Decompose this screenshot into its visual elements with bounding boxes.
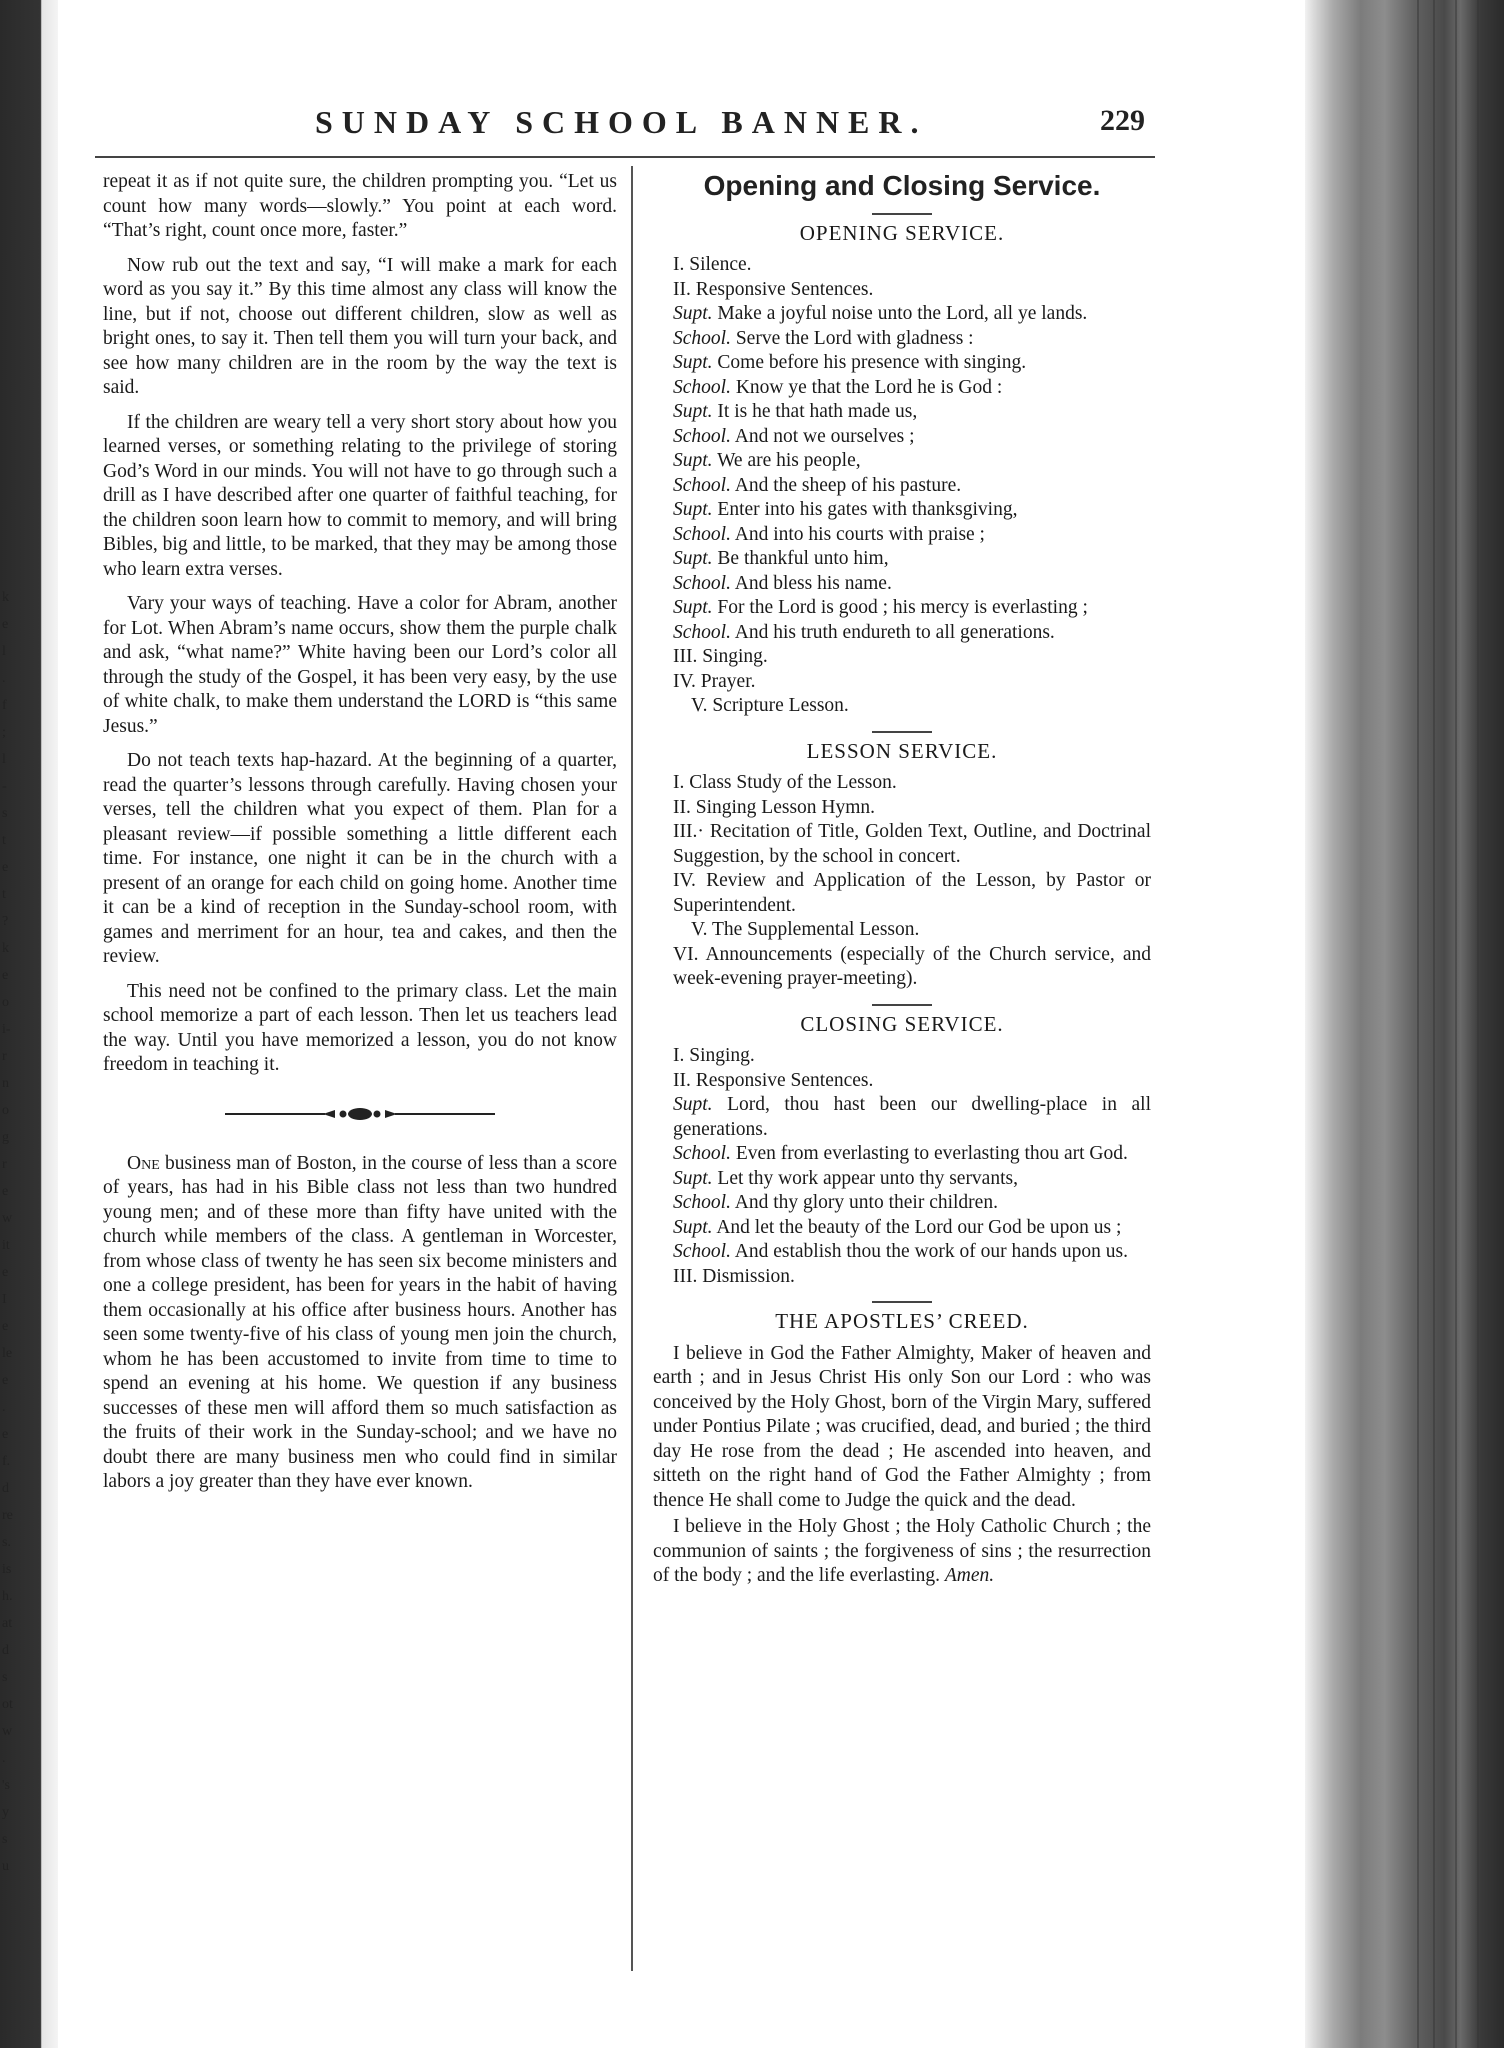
short-rule [872,1301,932,1303]
responsive-line [653,621,1151,646]
response-text: Be thankful unto him, [712,548,889,569]
fringe-glyph: e [2,617,9,632]
fringe-glyph: e [2,860,9,875]
responsive-line [653,1142,1151,1167]
section-heading: Opening and Closing Service. [703,170,1101,201]
speaker: School. [673,376,731,398]
list-item: II. Singing Lesson Hymn. [673,796,876,818]
paragraph: Now rub out the text and say, “I will make a mark for each word as you say it.” By this time almost any class will know the line, but if not, choose out different children, slow as well as bright ones, to say it. Then tell them you will turn your back, and see how many children are in the room by the way the text is said. [103,254,617,398]
list-item: IV. Prayer. [673,670,756,692]
fringe-glyph: d [2,1643,9,1658]
list-item: I. Singing. [673,1045,755,1066]
speaker: Supt. [673,450,713,471]
paragraph: If the children are weary tell a very short story about how you learned verses, or something relating to the privilege of storing God’s Word in our minds. You will not have to go through such a drill as I have described after one quarter of faithful teaching, for the children soon learn how to commit to memory, and will bring Bibles, big and little, to be marked, that they may be among those who learn extra verses. [103,411,617,580]
speaker: Supt. [673,597,713,618]
fringe-glyph: e [2,1184,9,1199]
speaker: School. [673,621,731,643]
fringe-glyph: l [2,752,6,767]
fringe-glyph: e [2,1265,9,1280]
fringe-glyph: - [2,779,7,794]
creed-paragraph [653,1515,1151,1589]
response-text: Make a joyful noise unto the Lord, all ye lands. [712,303,1088,324]
fringe-glyph: f. [2,1454,11,1469]
creed-paragraph: I believe in God the Father Almighty, Maker of heaven and earth ; and in Jesus Christ His only Son our Lord : who was conceived by the Holy Ghost, born of the Virgin Mary, suffered under Pontius Pilate ; was crucified, dead, and buried ; the third day He rose from the dead ; He ascended into heaven, and sitteth on the right hand of God the Father Almighty ; from thence He shall come to Judge the quick and the dead. [653,1342,1151,1511]
fringe-glyph: r [2,1157,7,1172]
response-text: And thy glory unto their children. [730,1192,998,1213]
list-item: V. Scripture Lesson. [691,695,849,716]
creed-text: I believe in the Holy Ghost ; the Holy Catholic Church ; the communion of saints ; the forgiveness of sins ; the resurrection of the body ; and the life everlasting. [653,1516,1151,1586]
fringe-glyph: o [2,995,9,1010]
response-text: And bless his name. [730,572,892,594]
speaker: School. [673,1192,731,1213]
responsive-line [653,376,1151,401]
column-divider [631,166,633,1971]
fringe-glyph: i- [2,1022,11,1037]
fringe-glyph: s. [2,1535,11,1550]
short-rule [872,213,932,215]
responsive-line [653,498,1151,523]
fringe-glyph: w [2,1724,13,1739]
speaker: Supt. [673,499,713,520]
fringe-glyph: f [2,698,7,713]
responsive-line [653,425,1151,450]
speaker: Supt. [673,1167,713,1189]
boston-paragraph [103,1152,617,1495]
speaker: Supt. [673,1216,713,1238]
fringe-glyph: k [2,941,9,956]
boston-text: business man of Boston, in the course of less than a score of years, has had in his Bible class not less than two hundred young men; and of these more than fifty have united with the church while members of the class. A gentleman in Worcester, from whose class of twenty he has seen six become ministers and one a college president, has been for years in the habit of having them occasionally at his office after business hours. Another has seen some twenty-five of his class of young men join the church, whom he has been accustomed to invite from time to time to spend an evening at his home. We question if any business successes of these men will afford them so much satisfaction as the fruits of their work in the Sunday-school; and we have no doubt there are many business men who could find in similar labors a joy greater than they have ever known. [103,1152,617,1492]
speaker: School. [673,425,731,447]
fringe-glyph: 's [2,1778,10,1793]
paragraph: Vary your ways of teaching. Have a color for Abram, another for Lot. When Abram’s name occurs, show them the purple chalk and ask, “what name?” White having been our Lord’s color all through the study of the Gospel, it has been very easy, by the use of white chalk, to make them understand the LORD is “this same Jesus.” [103,593,617,737]
opening-service-title: OPENING SERVICE. [799,220,1005,245]
fringe-glyph: t [2,833,6,848]
speaker: School. [673,1143,731,1164]
fringe-glyph: u [2,1859,9,1874]
speaker: School. [673,1241,731,1262]
paragraph: Do not teach texts hap-hazard. At the beginning of a quarter, read the quarter’s lessons through carefully. Having chosen your verses, tell the children what you expect of them. Plan for a pleasant review—if possible something a little different each time. For instance, one night it can be in the church with a present of an orange for each child on going home. Another time it can be a kind of reception in the Sunday-school room, with games and merriment for an hour, tea and cakes, and then the review. [103,750,617,967]
creed-title: THE APOSTLES’ CREED. [775,1309,1029,1333]
fringe-glyph: is [2,1562,12,1577]
response-text: And not we ourselves ; [730,425,915,447]
fringe-glyph: . [2,671,6,686]
fringe-glyph: g [2,1130,9,1145]
list-item: VI. Announcements (especially of the Church service, and week-evening prayer-meeting). [673,943,1151,989]
short-rule [872,1004,932,1006]
responsive-line [653,1167,1151,1192]
opening-responses [653,302,1151,645]
drop-word: One [127,1152,160,1174]
fringe-glyph: k [2,590,9,605]
fringe-glyph: at [2,1616,13,1631]
fringe-glyph: l [2,644,6,659]
list-item: II. Responsive Sentences. [673,1069,874,1091]
left-column [103,170,617,1505]
fringe-glyph: it [2,1238,10,1253]
responsive-line [653,302,1151,327]
responsive-line [653,596,1151,621]
fringe-glyph: o [2,1103,9,1118]
list-item: V. The Supplemental Lesson. [691,919,920,940]
creed [653,1342,1151,1589]
paragraph: This need not be confined to the primary class. Let the main school memorize a part of each lesson. Then let us teachers lead the way. Until you have memorized a lesson, you do not know freedom in teaching it. [103,980,617,1075]
lesson-service-title: LESSON SERVICE. [806,738,998,763]
response-text: And establish thou the work of our hands upon us. [730,1241,1128,1262]
responsive-line [653,523,1151,548]
fringe-glyph: e [2,1319,9,1334]
speaker: School. [673,523,731,545]
fringe-glyph: s [2,806,8,821]
responsive-line [653,351,1151,376]
responsive-line [653,474,1151,499]
response-text: For the Lord is good ; his mercy is everlasting ; [712,597,1088,618]
speaker: School. [673,572,731,594]
fringe-glyph: le [2,1346,13,1361]
response-text: Come before his presence with singing. [712,352,1027,373]
responsive-line [653,400,1151,425]
fringe-glyph: r [2,1049,7,1064]
response-text: And the sheep of his pasture. [730,474,962,496]
speaker: Supt. [673,352,713,373]
short-rule [872,731,932,733]
closing-responses [653,1093,1151,1265]
fringe-glyph: ? [2,914,9,929]
fringe-glyph: y [2,1805,9,1820]
right-column [653,170,1151,1591]
fringe-glyph: t [2,887,6,902]
header-rule [95,156,1155,158]
fringe-glyph: d [2,1481,9,1496]
response-text: And into his courts with praise ; [730,523,985,545]
speaker: School. [673,474,731,496]
page-number: 229 [1100,104,1145,137]
list-item: IV. Review and Application of the Lesson, by Pastor or Superintendent. [673,870,1151,916]
adjacent-page-fringe [0,0,16,2048]
paragraph: repeat it as if not quite sure, the children prompting you. “Let us count how many words—slowly.” You point at each word. “That’s right, count once more, faster.” [103,171,617,241]
response-text: We are his people, [712,450,861,471]
response-text: Lord, thou hast been our dwelling-place in all generations. [673,1094,1151,1140]
list-item: III. Dismission. [673,1265,795,1287]
fringe-glyph: w [2,1211,13,1226]
fringe-glyph: ; [2,725,6,740]
response-text: And his truth endureth to all generations. [730,621,1055,643]
fringe-glyph: s [2,1670,8,1685]
speaker: Supt. [673,1094,713,1115]
responsive-line [653,327,1151,352]
responsive-line [653,1216,1151,1241]
list-item: III. Singing. [673,646,768,667]
speaker: School. [673,327,731,349]
speaker: Supt. [673,303,713,324]
fringe-glyph: s [2,1832,8,1847]
fringe-glyph: re [2,1508,13,1523]
responsive-line [653,1191,1151,1216]
fringe-glyph: ot [2,1697,13,1712]
responsive-line [653,1093,1151,1142]
speaker: Supt. [673,548,713,569]
fringe-glyph: I [2,1292,7,1307]
list-item: I. Class Study of the Lesson. [673,772,897,793]
fringe-glyph: . [2,1400,6,1415]
amen: Amen. [944,1565,995,1586]
closing-service-title: CLOSING SERVICE. [800,1011,1004,1036]
response-text: Enter into his gates with thanksgiving, [712,499,1018,520]
speaker: Supt. [673,401,713,422]
responsive-line [653,572,1151,597]
response-text: And let the beauty of the Lord our God be upon us ; [712,1216,1122,1238]
responsive-line [653,449,1151,474]
response-text: It is he that hath made us, [712,401,918,422]
fringe-glyph: e [2,1427,9,1442]
list-item: II. Responsive Sentences. [673,278,874,300]
response-text: Let thy work appear unto thy servants, [712,1167,1018,1189]
list-item: III.· Recitation of Title, Golden Text, Outline, and Doctrinal Suggestion, by the school in concert. [673,821,1151,867]
fringe-glyph: h. [2,1589,13,1604]
response-text: Know ye that the Lord he is God : [730,376,1003,398]
response-text: Even from everlasting to everlasting thou art God. [730,1143,1128,1164]
running-title: SUNDAY SCHOOL BANNER. [315,104,928,140]
ornamental-divider [103,1104,617,1124]
fringe-glyph: e [2,968,9,983]
fringe-glyph: e [2,1373,9,1388]
book-edge-shadow [1305,0,1504,2048]
responsive-line [653,547,1151,572]
page [95,90,1155,1970]
responsive-line [653,1240,1151,1265]
ornament-icon [225,1104,495,1124]
fringe-glyph: . [2,1751,6,1766]
list-item: I. Silence. [673,254,752,275]
fringe-glyph: n [2,1076,9,1091]
page-header [95,90,1155,154]
response-text: Serve the Lord with gladness : [730,327,974,349]
